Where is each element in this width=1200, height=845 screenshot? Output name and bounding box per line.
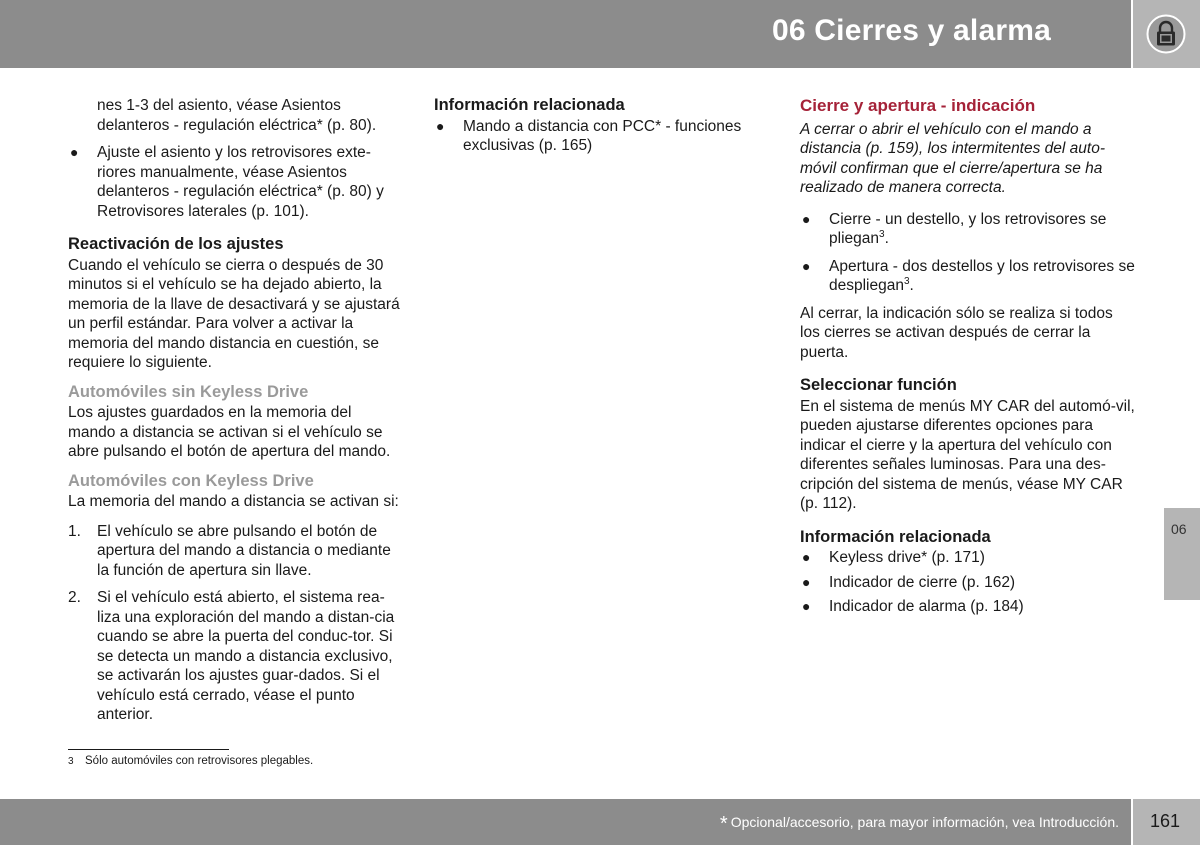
step-number: 1. [68,522,81,540]
bullet-icon: ● [802,257,811,274]
step-text: El vehículo se abre pulsando el botón de apertura del mando a distancia o mediante la función de apertura sin llave. [97,522,391,579]
bullet-icon: ● [70,144,79,160]
chapter-title: 06 Cierres y alarma [771,14,1051,47]
closing-text: Al cerrar, la indicación sólo se realiza si todos los cierres se activan después de cerrar la puerta. [800,304,1113,361]
heading-with-keyless: Automóviles con Keyless Drive [68,471,314,490]
footnote [68,755,313,767]
bullet-list [800,210,1135,296]
bullet-icon: ● [802,598,811,614]
list-item [800,548,1135,568]
footer-bar [0,799,1131,845]
continued-text: nes 1-3 del asiento, véase Asientos delanteros - regulación eléctrica* (p. 80). [97,97,377,134]
list-item-text: Cierre - un destello, y los retrovisores se pliegan [829,210,1107,247]
related-link[interactable]: Indicador de cierre (p. 162) [829,573,1016,591]
reactivation-text: Cuando el vehículo se cierra o después de 30 minutos si el vehículo se ha dejado abierto, la memoria de la llave de desactivará y se ajustará un perfil estándar. Para volver a activar la memoria del mando distancia en cuestión, se requiere lo siguiente. [68,256,400,371]
heading-indication: Cierre y apertura - indicación [800,96,1036,115]
column-3 [800,96,1135,625]
footer-note [720,813,1119,836]
chapter-icon-box [1133,0,1200,68]
footer-text: Opcional/accesorio, para mayor información, vea Introducción. [730,814,1119,830]
list-item-end: . [884,230,889,247]
heading-without-keyless: Automóviles sin Keyless Drive [68,382,309,401]
padlock-icon [1146,14,1186,54]
list-item [68,522,403,581]
list-item-text: Ajuste el asiento y los retrovisores exte-riores manualmente, véase Asientos delanteros - regulación eléctrica* (p. 80) y Retrovisores laterales (p. 101). [97,144,384,220]
heading-select: Seleccionar función [800,376,957,394]
list-item [800,257,1135,296]
header-bar [0,0,1131,68]
list-item [434,117,764,156]
bullet-icon: ● [802,573,811,590]
list-item [800,597,1135,617]
asterisk-icon: * [719,813,728,835]
side-tab-label: 06 [1171,521,1187,537]
step-number: 2. [68,589,81,606]
heading-reactivation: Reactivación de los ajustes [68,235,284,253]
heading-related: Información relacionada [434,96,625,114]
list-item [68,143,403,221]
footnote-text: Sólo automóviles con retrovisores plegables. [85,755,314,767]
bullet-icon: ● [802,210,811,227]
list-item [68,588,403,725]
numbered-list [68,522,403,725]
related-list [800,548,1135,617]
list-item-text: Apertura - dos destellos y los retrovisores se despliegan [829,257,1135,294]
step-text: Si el vehículo está abierto, el sistema rea-liza una exploración del mando a distan-cia cuando se abre la puerta del conduc-tor. Si se detecta un mando a distancia exclusivo, se activarán los ajustes guar-dados. Si el vehículo está cerrado, véase el punto anterior. [97,589,395,723]
footnote-ref[interactable]: 3 [903,275,910,287]
with-keyless-text: La memoria del mando a distancia se activan si: [68,493,399,510]
page-number-box [1133,799,1200,845]
bullet-icon: ● [802,549,811,565]
footnote-divider [68,749,229,750]
related-link[interactable]: Keyless drive* (p. 171) [829,549,985,566]
bullet-list [68,143,403,221]
without-keyless-text: Los ajustes guardados en la memoria del mando a distancia se activan si el vehículo se abre pulsando el botón de apertura del mando. [68,404,391,460]
intro-text: A cerrar o abrir el vehículo con el mando a distancia (p. 159), los intermitentes del auto-móvil confirman que el cierre/apertura se ha realizado de manera correcta. [800,120,1105,196]
bullet-icon: ● [436,117,445,134]
related-link[interactable]: Indicador de alarma (p. 184) [829,598,1024,615]
footnote-number: 3 [68,756,74,767]
column-2 [434,96,764,164]
list-item-end: . [909,277,914,294]
footnote-ref[interactable]: 3 [879,228,885,240]
list-item [800,573,1135,593]
list-item [800,210,1135,249]
select-text: En el sistema de menús MY CAR del automó-vil, pueden ajustarse diferentes opciones para indicar el cierre y la apertura del vehículo con diferentes señales luminosas. Para una des-cripción del sistema de menús, véase MY CAR (p. 112). [800,397,1135,512]
related-link[interactable]: Mando a distancia con PCC* - funciones exclusivas (p. 165) [463,117,742,154]
heading-related: Información relacionada [800,527,991,546]
related-list [434,117,764,156]
page-number: 161 [1150,811,1181,831]
column-1 [68,96,403,733]
chapter-side-tab[interactable] [1164,508,1200,600]
